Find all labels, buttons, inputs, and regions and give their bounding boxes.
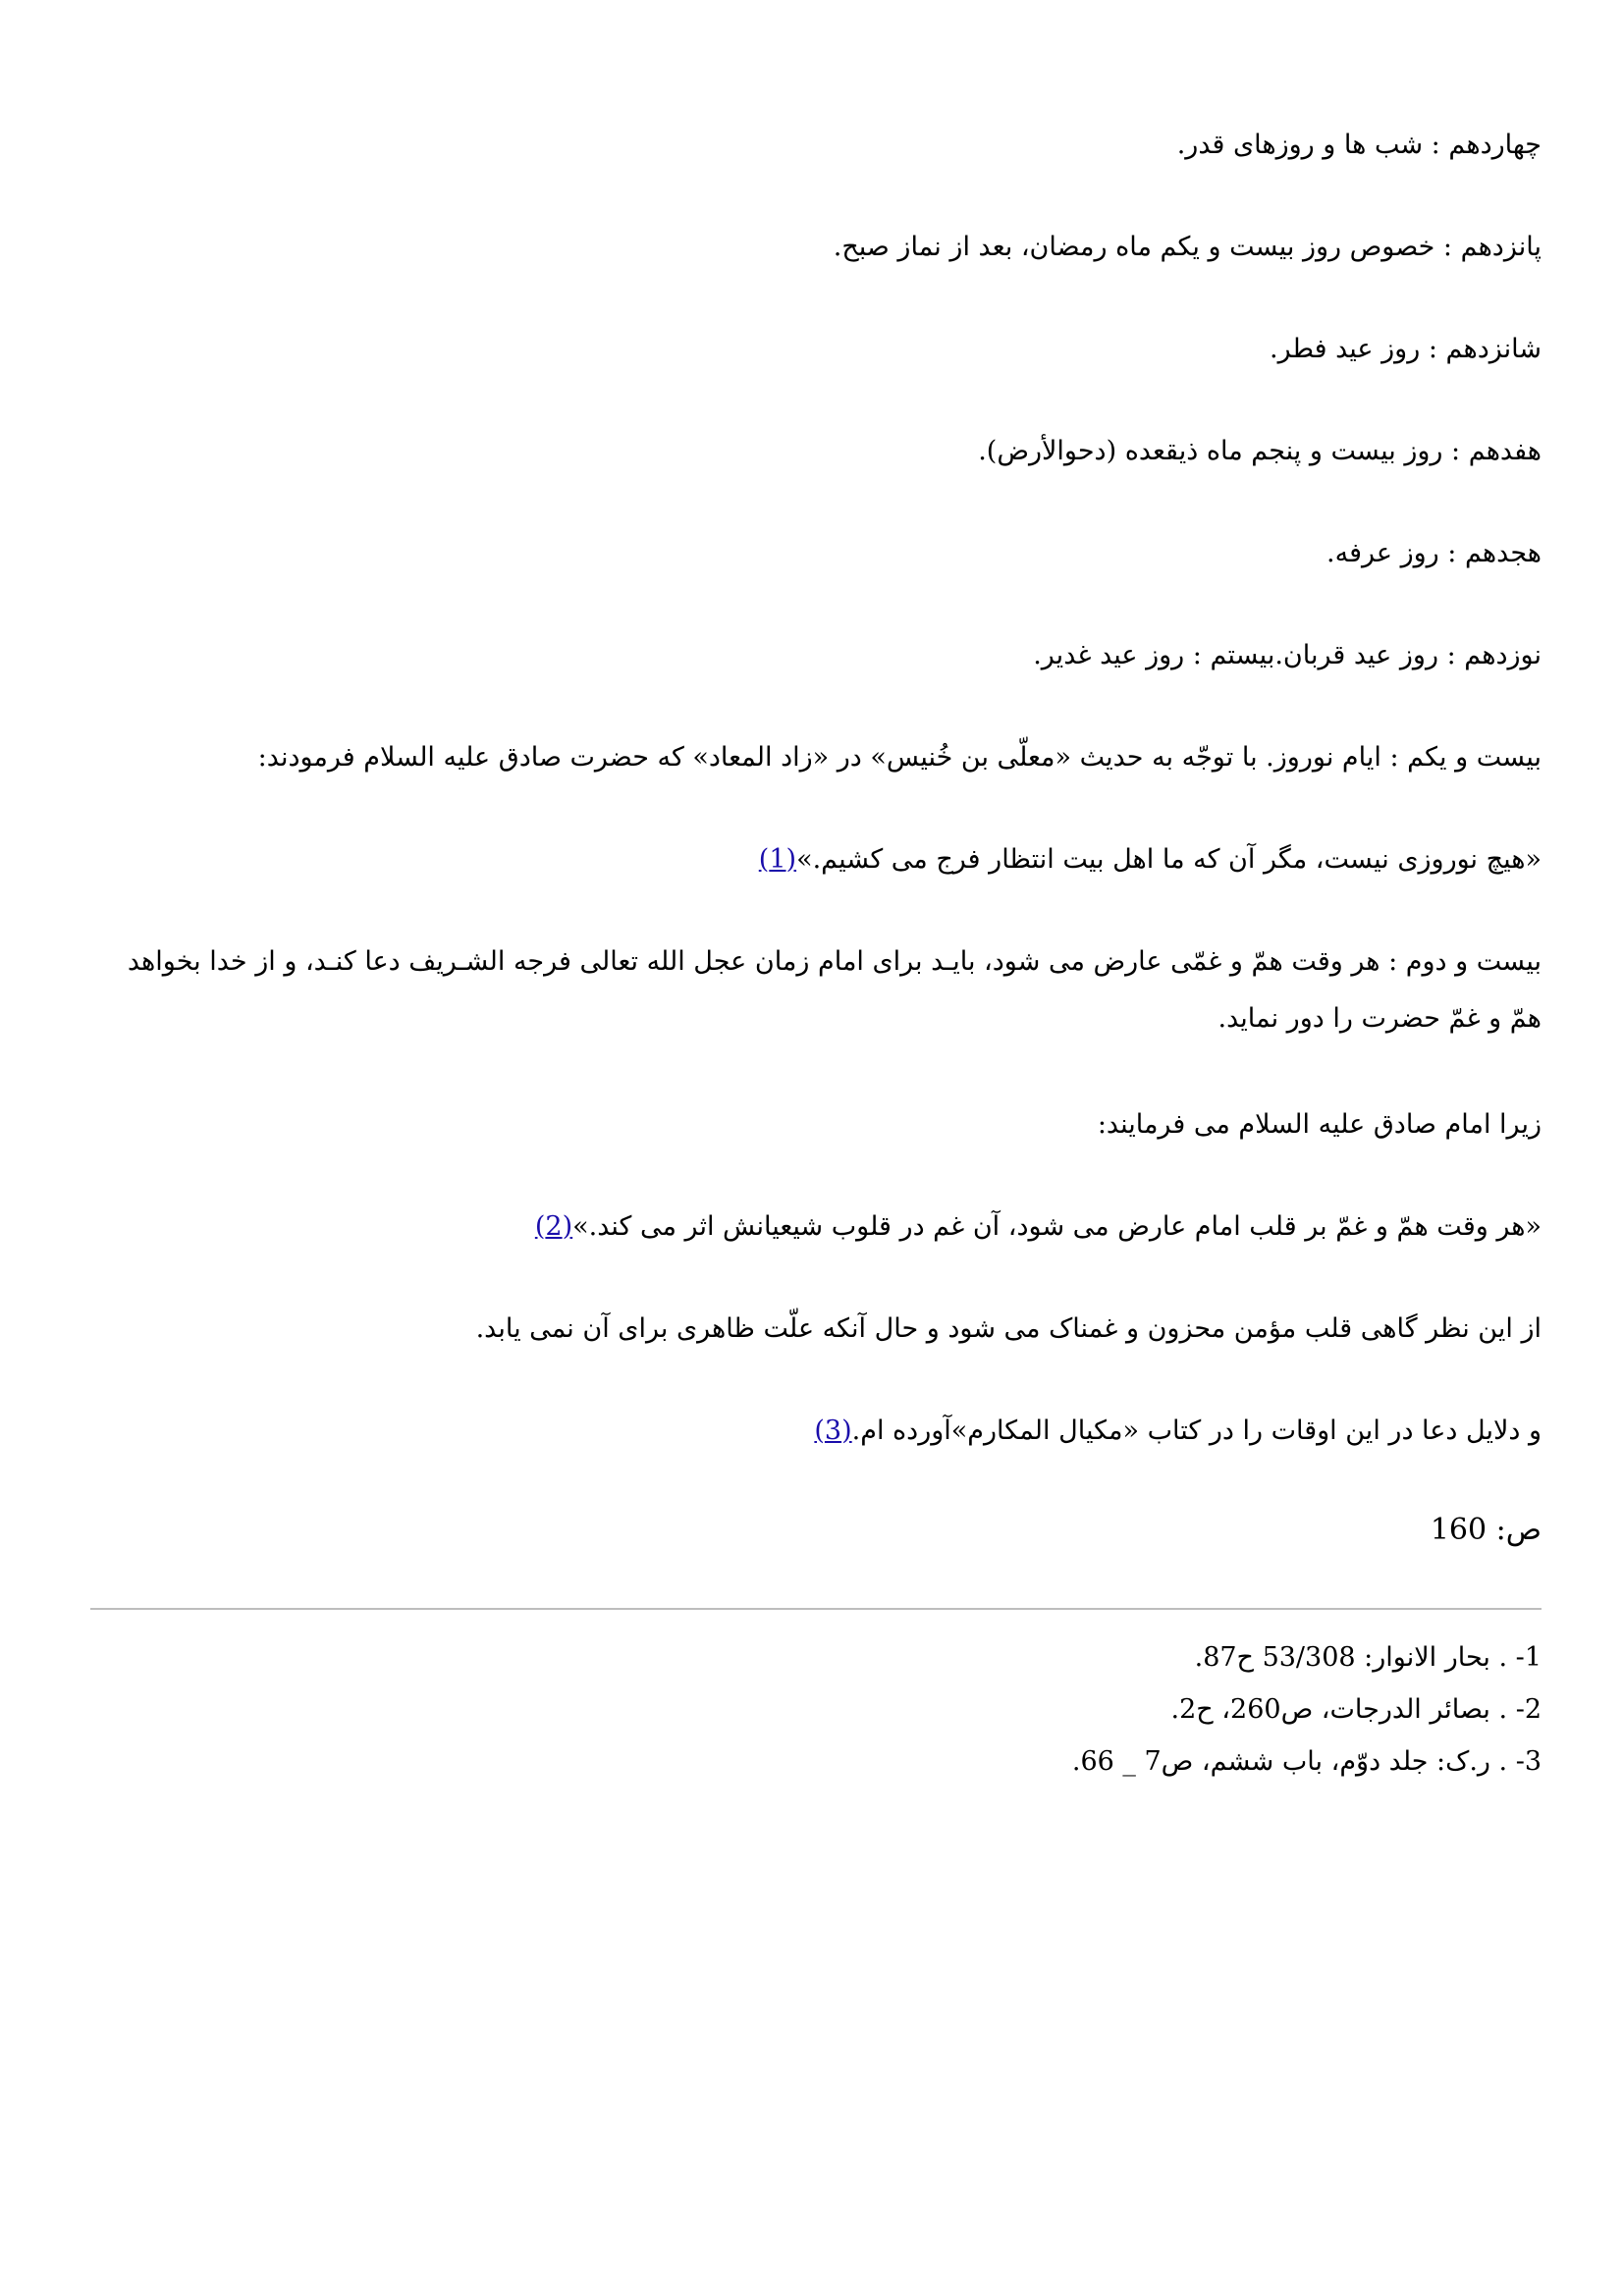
quote-text: «هیچ نوروزی نیست، مگر آن که ما اهل بیت انتظار فرج می کشیم.» [796,844,1542,875]
paragraph-mikyal [88,1403,1542,1460]
footnote-divider [90,1608,1542,1610]
paragraph-text: بیست و یکم : ایام نوروز. با توجّه به حدیث «معلّی بن خُنیس» در «زاد المعاد» که حضرت صادق علیه السلام فرمودند: [257,742,1542,773]
paragraph-text: بیست و دوم : هر وقت همّ و غمّی عارض می شود، بایـد برای امام زمان عجل الله تعالی فرجه الشـریف دعا کنـد، و از خدا بخواهد همّ و غمّ حضرت را دور نماید. [127,946,1542,1034]
footnote-2: 2- . بصائر الدرجات، ص260، ح2. [1170,1694,1542,1725]
paragraph-believer-heart [88,1301,1542,1358]
paragraph-text: از این نظر گاهی قلب مؤمن محزون و غمناک می شود و حال آنکه علّت ظاهری برای آن نمی یابد. [475,1313,1542,1344]
paragraph-text: پانزدهم : خصوص روز بیست و یکم ماه رمضان، بعد از نماز صبح. [833,232,1542,262]
footnote-1: 1- . بحار الانوار: 53/308 ح87. [1194,1642,1542,1673]
paragraph-text: هفدهم : روز بیست و پنجم ماه ذیقعده (دحوالأرض). [978,436,1542,466]
quote-nowruz [88,831,1542,888]
paragraph-15th [88,219,1542,276]
paragraph-22nd [88,934,1542,1047]
footnote-link-1[interactable]: (1) [758,844,797,875]
paragraph-text: زیرا امام صادق علیه السلام می فرمایند: [1097,1109,1542,1140]
paragraph-18th [88,525,1542,582]
paragraph-14th [88,117,1542,174]
paragraph-16th [88,321,1542,378]
paragraph-text: هجدهم : روز عرفه. [1326,538,1542,568]
paragraph-text: و دلایل دعا در این اوقات را در کتاب «مکیال المکارم»آورده ام. [851,1415,1542,1446]
quote-text: «هر وقت همّ و غمّ بر قلب امام عارض می شود، آن غم در قلوب شیعیانش اثر می کند.» [572,1211,1542,1242]
footnote-link-2[interactable]: (2) [534,1211,573,1242]
paragraph-text: نوزدهم : روز عید قربان.بیستم : روز عید غدیر. [1033,640,1542,670]
paragraph-text: شانزدهم : روز عید فطر. [1269,334,1542,364]
page-number: ص: 160 [1430,1513,1542,1547]
paragraph-21st [88,729,1542,786]
quote-hamm-ghamm [88,1199,1542,1255]
paragraph-17th [88,423,1542,480]
paragraph-text: چهاردهم : شب ها و روزهای قدر. [1176,130,1542,160]
footnote-link-3[interactable]: (3) [814,1415,852,1446]
paragraph-imam-sadiq [88,1096,1542,1153]
footnote-3: 3- . ر.ک: جلد دوّم، باب ششم، ص7 _ 66. [1071,1746,1542,1777]
paragraph-19th-20th [88,627,1542,684]
